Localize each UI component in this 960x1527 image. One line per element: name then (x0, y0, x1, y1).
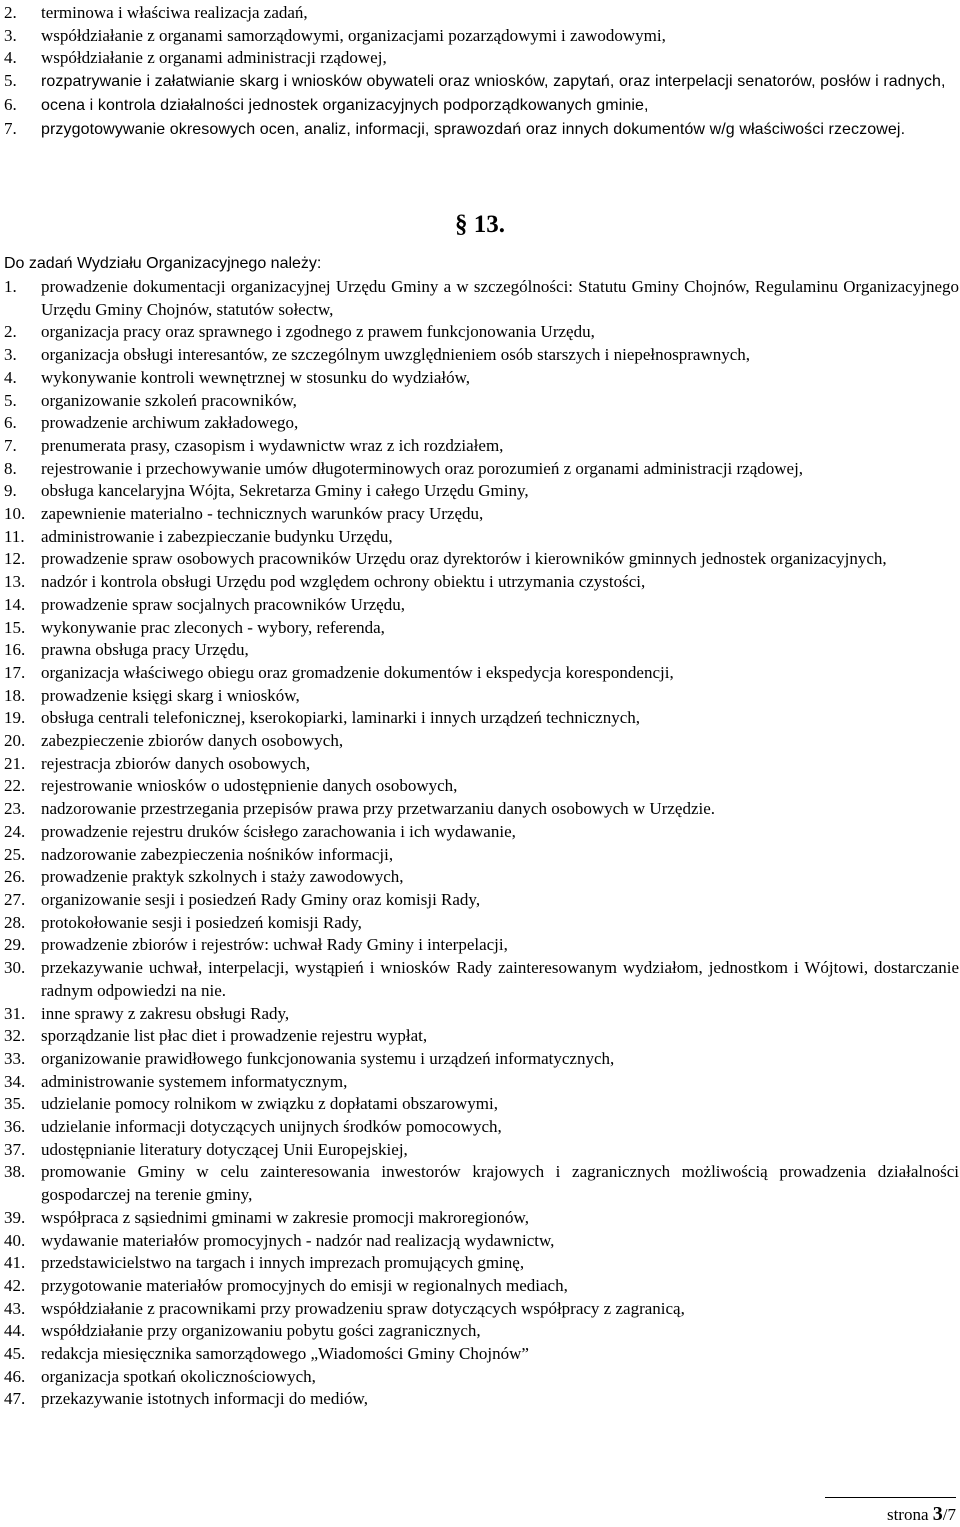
item-text: przedstawicielstwo na targach i innych imprezach promujących gminę, (41, 1253, 525, 1273)
item-number: 24. (4, 821, 26, 841)
item-text: organizacja właściwego obiegu oraz gromadzenie dokumentów i ekspedycja korespondencji, (41, 662, 674, 682)
item-text: współdziałanie przy organizowaniu pobytu gości zagranicznych, (41, 1321, 481, 1341)
list-item (4, 866, 959, 889)
item-text: rejestracja zbiorów danych osobowych, (41, 753, 311, 773)
item-text: udzielanie pomocy rolnikom w związku z dopłatami obszarowymi, (41, 1094, 498, 1114)
item-number: 45. (4, 1344, 26, 1364)
list-item (4, 548, 959, 571)
item-number: 36. (4, 1117, 26, 1137)
item-text: obsługa centrali telefonicznej, kserokopiarki, laminarki i innych urządzeń technicznych, (41, 708, 641, 728)
item-text: protokołowanie sesji i posiedzeń komisji Rady, (41, 912, 362, 932)
item-number: 31. (4, 1003, 26, 1023)
list-item (4, 707, 959, 730)
list-item (4, 2, 959, 25)
list-item (4, 594, 959, 617)
item-number: 18. (4, 685, 26, 705)
list-item (4, 47, 959, 70)
list-item (4, 889, 959, 912)
list-item (4, 662, 959, 685)
item-text: inne sprawy z zakresu obsługi Rady, (41, 1003, 290, 1023)
item-number: 25. (4, 844, 26, 864)
item-text: prowadzenie spraw osobowych pracowników Urzędu oraz dyrektorów i kierowników gminnych jednostek organizacyjnych, (41, 549, 887, 569)
item-number: 19. (4, 708, 26, 728)
item-number: 43. (4, 1298, 26, 1318)
item-number: 30. (4, 958, 26, 978)
item-text: organizacja obsługi interesantów, ze szczególnym uwzględnieniem osób starszych i niepełnosprawnych, (41, 345, 751, 365)
item-number: 32. (4, 1026, 26, 1046)
item-number: 34. (4, 1071, 26, 1091)
item-text: współpraca z sąsiednimi gminami w zakresie promocji makroregionów, (41, 1207, 529, 1227)
item-number: 5. (4, 390, 17, 410)
list-item (4, 1071, 959, 1094)
item-text: organizowanie sesji i posiedzeń Rady Gminy oraz komisji Rady, (41, 889, 481, 909)
list-item (4, 1207, 959, 1230)
list-item (4, 1275, 959, 1298)
item-text: redakcja miesięcznika samorządowego „Wiadomości Gminy Chojnów” (41, 1344, 529, 1364)
item-number: 29. (4, 935, 26, 955)
item-number: 12. (4, 549, 26, 569)
list-item (4, 617, 959, 640)
continued-duties-list (4, 2, 959, 141)
item-number: 9. (4, 481, 17, 501)
section-mark: § (455, 211, 468, 238)
list-item (4, 844, 959, 867)
item-number: 14. (4, 594, 26, 614)
list-item (4, 458, 959, 481)
item-text: prowadzenie zbiorów i rejestrów: uchwał Rady Gminy i interpelacji, (41, 935, 508, 955)
item-text: zabezpieczenie zbiorów danych osobowych, (41, 731, 344, 751)
item-text: przygotowywanie okresowych ocen, analiz, informacji, sprawozdań oraz innych dokumentów w/g właściwości rzeczowej. (41, 120, 906, 138)
item-text: wydawanie materiałów promocyjnych - nadzór nad realizacją wydawnictw, (41, 1230, 555, 1250)
list-item (4, 1343, 959, 1366)
list-item (4, 1116, 959, 1139)
item-text: przekazywanie istotnych informacji do mediów, (41, 1389, 368, 1409)
section-number: 13. (473, 211, 505, 238)
list-item (4, 367, 959, 390)
list-item (4, 934, 959, 957)
item-text: nadzór i kontrola obsługi Urzędu pod względem ochrony obiektu i utrzymania czystości, (41, 572, 646, 592)
list-item (4, 1048, 959, 1071)
item-text: zapewnienie materialno - technicznych warunków pracy Urzędu, (41, 504, 484, 524)
item-number: 11. (4, 526, 25, 546)
list-item (4, 685, 959, 708)
item-number: 3. (4, 345, 17, 365)
item-text: prowadzenie praktyk szkolnych i staży zawodowych, (41, 867, 404, 887)
section-intro: Do zadań Wydziału Organizacyjnego należy: (4, 255, 322, 272)
list-item (4, 1320, 959, 1343)
item-number: 20. (4, 731, 26, 751)
item-text: organizowanie prawidłowego funkcjonowania systemu i urządzeń informatycznych, (41, 1048, 615, 1068)
list-item (4, 94, 959, 118)
list-item (4, 639, 959, 662)
list-item (4, 1139, 959, 1162)
item-number: 37. (4, 1139, 26, 1159)
list-item (4, 1366, 959, 1389)
item-number: 5. (4, 71, 17, 91)
item-text: organizacja pracy oraz sprawnego i zgodnego z prawem funkcjonowania Urzędu, (41, 322, 595, 342)
list-item (4, 1230, 959, 1253)
section-heading (0, 210, 960, 240)
item-number: 27. (4, 889, 26, 909)
item-number: 22. (4, 776, 26, 796)
list-item (4, 730, 959, 753)
list-item (4, 798, 959, 821)
item-number: 4. (4, 48, 17, 68)
page-total: /7 (942, 1505, 956, 1524)
item-number: 46. (4, 1366, 26, 1386)
item-text: sporządzanie list płac diet i prowadzenie rejestru wypłat, (41, 1026, 428, 1046)
item-text: obsługa kancelaryjna Wójta, Sekretarza Gminy i całego Urzędu Gminy, (41, 481, 529, 501)
item-number: 26. (4, 867, 26, 887)
item-text: prowadzenie rejestru druków ścisłego zarachowania i ich wydawanie, (41, 821, 516, 841)
list-item (4, 480, 959, 503)
item-text: prenumerata prasy, czasopism i wydawnictw wraz z ich rozdziałem, (41, 435, 504, 455)
item-number: 8. (4, 458, 17, 478)
item-text: udostępnianie literatury dotyczącej Unii Europejskiej, (41, 1139, 408, 1159)
list-item (4, 1161, 959, 1206)
item-number: 2. (4, 3, 17, 22)
item-text: prawna obsługa pracy Urzędu, (41, 640, 249, 660)
list-item (4, 821, 959, 844)
item-number: 40. (4, 1230, 26, 1250)
item-number: 44. (4, 1321, 26, 1341)
item-number: 4. (4, 367, 17, 387)
list-item (4, 503, 959, 526)
list-item (4, 1003, 959, 1026)
footer-rule (825, 1497, 956, 1498)
page-number: 3 (932, 1503, 943, 1525)
item-text: prowadzenie księgi skarg i wniosków, (41, 685, 300, 705)
list-item (4, 390, 959, 413)
item-number: 42. (4, 1275, 26, 1295)
list-item (4, 412, 959, 435)
item-text: organizowanie szkoleń pracowników, (41, 390, 297, 410)
item-text: administrowanie systemem informatycznym, (41, 1071, 348, 1091)
item-text: przekazywanie uchwał, interpelacji, wystąpień i wniosków Rady zainteresowanym wydziałom, jednostkom i Wójtowi, dostarczanie radnym odpowiedzi na nie. (41, 958, 959, 1000)
item-text: nadzorowanie przestrzegania przepisów prawa przy przetwarzaniu danych osobowych w Urzędzie. (41, 799, 716, 819)
item-text: wykonywanie kontroli wewnętrznej w stosunku do wydziałów, (41, 367, 471, 387)
item-number: 38. (4, 1162, 26, 1182)
item-text: terminowa i właściwa realizacja zadań, (41, 3, 308, 22)
item-text: promowanie Gminy w celu zainteresowania inwestorów krajowych i zagranicznych możliwością prowadzenia działalności gospodarczej na terenie gminy, (41, 1162, 959, 1205)
list-item (4, 1298, 959, 1321)
list-item (4, 775, 959, 798)
list-item (4, 321, 959, 344)
item-number: 2. (4, 322, 17, 342)
item-number: 17. (4, 662, 26, 682)
list-item (4, 753, 959, 776)
item-text: prowadzenie archiwum zakładowego, (41, 413, 299, 433)
list-item (4, 118, 959, 142)
item-number: 6. (4, 94, 17, 114)
item-number: 16. (4, 640, 26, 660)
item-number: 33. (4, 1048, 26, 1068)
item-number: 7. (4, 435, 17, 455)
item-number: 6. (4, 413, 17, 433)
item-number: 23. (4, 799, 26, 819)
item-text: przygotowanie materiałów promocyjnych do emisji w regionalnych mediach, (41, 1275, 568, 1295)
item-text: udzielanie informacji dotyczących unijnych środków pomocowych, (41, 1117, 502, 1137)
item-number: 28. (4, 912, 26, 932)
item-text: rejestrowanie i przechowywanie umów długoterminowych oraz porozumień z organami administracji rządowej, (41, 458, 804, 478)
list-item (4, 70, 959, 94)
item-number: 39. (4, 1207, 26, 1227)
item-text: ocena i kontrola działalności jednostek organizacyjnych podporządkowanych gminie, (41, 96, 649, 114)
list-item (4, 1025, 959, 1048)
page-footer (887, 1503, 956, 1526)
item-number: 21. (4, 753, 26, 773)
list-item (4, 276, 959, 321)
item-number: 3. (4, 25, 17, 45)
item-number: 1. (4, 277, 17, 296)
list-item (4, 571, 959, 594)
list-item (4, 1388, 959, 1411)
item-text: nadzorowanie zabezpieczenia nośników informacji, (41, 844, 394, 864)
item-number: 15. (4, 617, 26, 637)
list-item (4, 344, 959, 367)
list-item (4, 912, 959, 935)
organizational-department-duties-list (4, 276, 959, 1411)
footer-label: strona (886, 1505, 929, 1524)
item-number: 10. (4, 504, 26, 524)
item-text: rejestrowanie wniosków o udostępnienie danych osobowych, (41, 776, 458, 796)
item-text: wykonywanie prac zleconych - wybory, referenda, (41, 617, 385, 637)
item-text: współdziałanie z organami samorządowymi, organizacjami pozarządowymi i zawodowymi, (41, 25, 666, 45)
item-number: 47. (4, 1389, 26, 1409)
list-item (4, 1252, 959, 1275)
item-number: 41. (4, 1253, 26, 1273)
item-number: 13. (4, 572, 26, 592)
list-item (4, 957, 959, 1002)
item-text: administrowanie i zabezpieczanie budynku Urzędu, (41, 526, 393, 546)
item-text: rozpatrywanie i załatwianie skarg i wniosków obywateli oraz wniosków, zapytań, oraz interpelacji senatorów, posłów i radnych, (41, 73, 946, 91)
item-text: organizacja spotkań okolicznościowych, (41, 1366, 316, 1386)
list-item (4, 1093, 959, 1116)
item-text: prowadzenie dokumentacji organizacyjnej Urzędu Gminy a w szczególności: Statutu Gminy Chojnów, Regulaminu Organizacyjnego Urzędu Gminy Chojnów, statutów sołectw, (41, 277, 959, 319)
item-number: 35. (4, 1094, 26, 1114)
item-text: współdziałanie z pracownikami przy prowadzeniu spraw dotyczących współpracy z zagranicą, (41, 1298, 685, 1318)
item-text: prowadzenie spraw socjalnych pracowników Urzędu, (41, 594, 405, 614)
list-item (4, 435, 959, 458)
list-item (4, 25, 959, 48)
item-text: współdziałanie z organami administracji rządowej, (41, 48, 387, 68)
item-number: 7. (4, 118, 17, 138)
list-item (4, 526, 959, 549)
